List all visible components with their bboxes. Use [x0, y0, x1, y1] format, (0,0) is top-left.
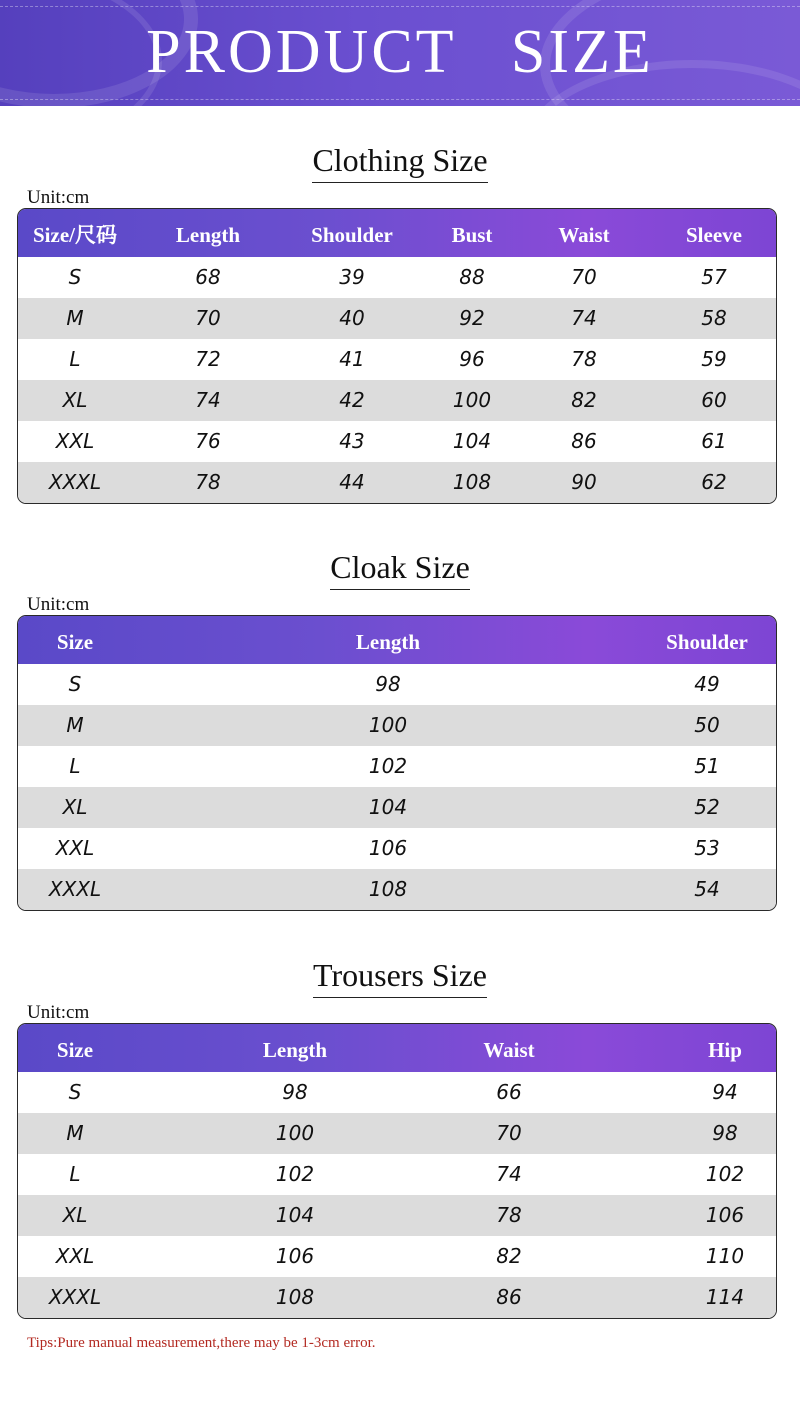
measurement-cell: 92 [459, 306, 485, 330]
measurement-cell: 78 [496, 1203, 522, 1227]
measurement-cell: 86 [571, 429, 597, 453]
measurement-cell: 102 [705, 1162, 745, 1186]
measurement-cell: 44 [339, 470, 365, 494]
size-cell: XL [62, 1203, 88, 1227]
column-header: Bust [451, 223, 493, 247]
measurement-cell: 106 [368, 836, 408, 860]
measurement-cell: 74 [496, 1162, 522, 1186]
measurement-cell: 88 [459, 265, 485, 289]
measurement-cell: 82 [571, 388, 597, 412]
size-cell: XXXL [48, 470, 102, 494]
cloak-unit: Unit:cm [27, 594, 90, 615]
measurement-cell: 78 [571, 347, 597, 371]
measurement-cell: 110 [705, 1244, 745, 1268]
column-header: Waist [483, 1038, 535, 1062]
size-cell: L [69, 754, 81, 778]
cloak-table-header [18, 616, 776, 664]
measurement-cell: 114 [705, 1285, 745, 1309]
size-cell: XL [62, 795, 88, 819]
table-row [18, 1236, 776, 1277]
size-cell: S [68, 265, 82, 289]
measurement-cell: 70 [571, 265, 597, 289]
measurement-cell: 72 [195, 347, 221, 371]
measurement-cell: 53 [694, 836, 720, 860]
column-header: Shoulder [311, 223, 393, 247]
cloak-section-title [0, 547, 800, 590]
clothing-table-header [18, 209, 776, 257]
measurement-cell: 70 [496, 1121, 522, 1145]
measurement-cell: 90 [571, 470, 597, 494]
clothing-section-title [0, 140, 800, 183]
measurement-cell: 96 [459, 347, 485, 371]
product-size-banner [0, 0, 800, 106]
measurement-cell: 41 [339, 347, 365, 371]
measurement-cell: 102 [368, 754, 408, 778]
table-row [18, 257, 776, 298]
measurement-cell: 70 [195, 306, 221, 330]
measurement-cell: 98 [712, 1121, 738, 1145]
table-row [18, 462, 776, 503]
column-header: Waist [558, 223, 610, 247]
measurement-cell: 102 [275, 1162, 315, 1186]
measurement-cell: 66 [496, 1080, 522, 1104]
column-header: Size [56, 1038, 94, 1062]
measurement-cell: 57 [701, 265, 727, 289]
size-cell: L [69, 1162, 81, 1186]
column-header: Sleeve [686, 223, 742, 247]
trousers-section-title [0, 955, 800, 998]
measurement-cell: 59 [701, 347, 727, 371]
measurement-cell: 62 [701, 470, 727, 494]
size-cell: XXXL [48, 1285, 102, 1309]
size-cell: M [66, 1121, 84, 1145]
measurement-cell: 82 [496, 1244, 522, 1268]
measurement-cell: 50 [694, 713, 720, 737]
column-header: Shoulder [666, 630, 748, 654]
measurement-cell: 108 [452, 470, 492, 494]
measurement-cell: 106 [705, 1203, 745, 1227]
measurement-cell: 98 [282, 1080, 308, 1104]
measurement-cell: 74 [571, 306, 597, 330]
cloak-title-text: Cloak Size [330, 547, 470, 590]
measurement-cell: 100 [275, 1121, 315, 1145]
size-cell: S [68, 1080, 82, 1104]
measurement-cell: 94 [712, 1080, 738, 1104]
size-cell: S [68, 672, 82, 696]
measurement-cell: 100 [368, 713, 408, 737]
size-cell: XXXL [48, 877, 102, 901]
column-header: Length [355, 630, 421, 654]
measurement-tips: Tips:Pure manual measurement,there may be 1-3cm error. [27, 1335, 376, 1351]
measurement-cell: 43 [339, 429, 365, 453]
measurement-cell: 61 [701, 429, 727, 453]
table-row [18, 664, 776, 705]
size-cell: XXL [55, 1244, 95, 1268]
measurement-cell: 58 [701, 306, 727, 330]
table-row [18, 1195, 776, 1236]
table-row [18, 828, 776, 869]
measurement-cell: 108 [275, 1285, 315, 1309]
size-cell: XXL [55, 836, 95, 860]
table-row [18, 787, 776, 828]
table-row [18, 1154, 776, 1195]
column-header: Length [175, 223, 241, 247]
table-row [18, 298, 776, 339]
measurement-cell: 68 [195, 265, 221, 289]
banner-stitch-bottom [0, 99, 800, 100]
cloak-size-table [17, 615, 777, 911]
measurement-cell: 40 [339, 306, 365, 330]
table-row [18, 869, 776, 910]
table-row [18, 746, 776, 787]
measurement-cell: 76 [195, 429, 221, 453]
measurement-cell: 86 [496, 1285, 522, 1309]
table-row [18, 339, 776, 380]
table-row [18, 1072, 776, 1113]
measurement-cell: 98 [375, 672, 401, 696]
table-row [18, 380, 776, 421]
measurement-cell: 42 [339, 388, 365, 412]
trousers-title-text: Trousers Size [313, 955, 487, 998]
column-header: Size/尺码 [33, 223, 117, 247]
trousers-unit: Unit:cm [27, 1002, 90, 1023]
size-cell: XXL [55, 429, 95, 453]
measurement-cell: 39 [339, 265, 365, 289]
measurement-cell: 104 [275, 1203, 315, 1227]
measurement-cell: 104 [452, 429, 492, 453]
clothing-unit: Unit:cm [27, 187, 90, 208]
size-cell: L [69, 347, 81, 371]
clothing-title-text: Clothing Size [312, 140, 487, 183]
trousers-table-header [18, 1024, 776, 1072]
column-header: Length [262, 1038, 328, 1062]
column-header: Size [56, 630, 94, 654]
banner-title: PRODUCT SIZE [146, 18, 654, 86]
measurement-cell: 100 [452, 388, 492, 412]
table-row [18, 421, 776, 462]
table-row [18, 1113, 776, 1154]
measurement-cell: 74 [195, 388, 221, 412]
measurement-cell: 60 [701, 388, 727, 412]
measurement-cell: 106 [275, 1244, 315, 1268]
size-cell: M [66, 713, 84, 737]
size-cell: M [66, 306, 84, 330]
table-row [18, 705, 776, 746]
clothing-size-table [17, 208, 777, 504]
table-row [18, 1277, 776, 1318]
banner-stitch-top [0, 6, 800, 7]
measurement-cell: 49 [694, 672, 720, 696]
measurement-cell: 51 [694, 754, 720, 778]
measurement-cell: 52 [694, 795, 720, 819]
measurement-cell: 78 [195, 470, 221, 494]
trousers-size-table [17, 1023, 777, 1319]
column-header: Hip [708, 1038, 742, 1062]
measurement-cell: 108 [368, 877, 408, 901]
size-cell: XL [62, 388, 88, 412]
measurement-cell: 54 [694, 877, 720, 901]
measurement-cell: 104 [368, 795, 408, 819]
